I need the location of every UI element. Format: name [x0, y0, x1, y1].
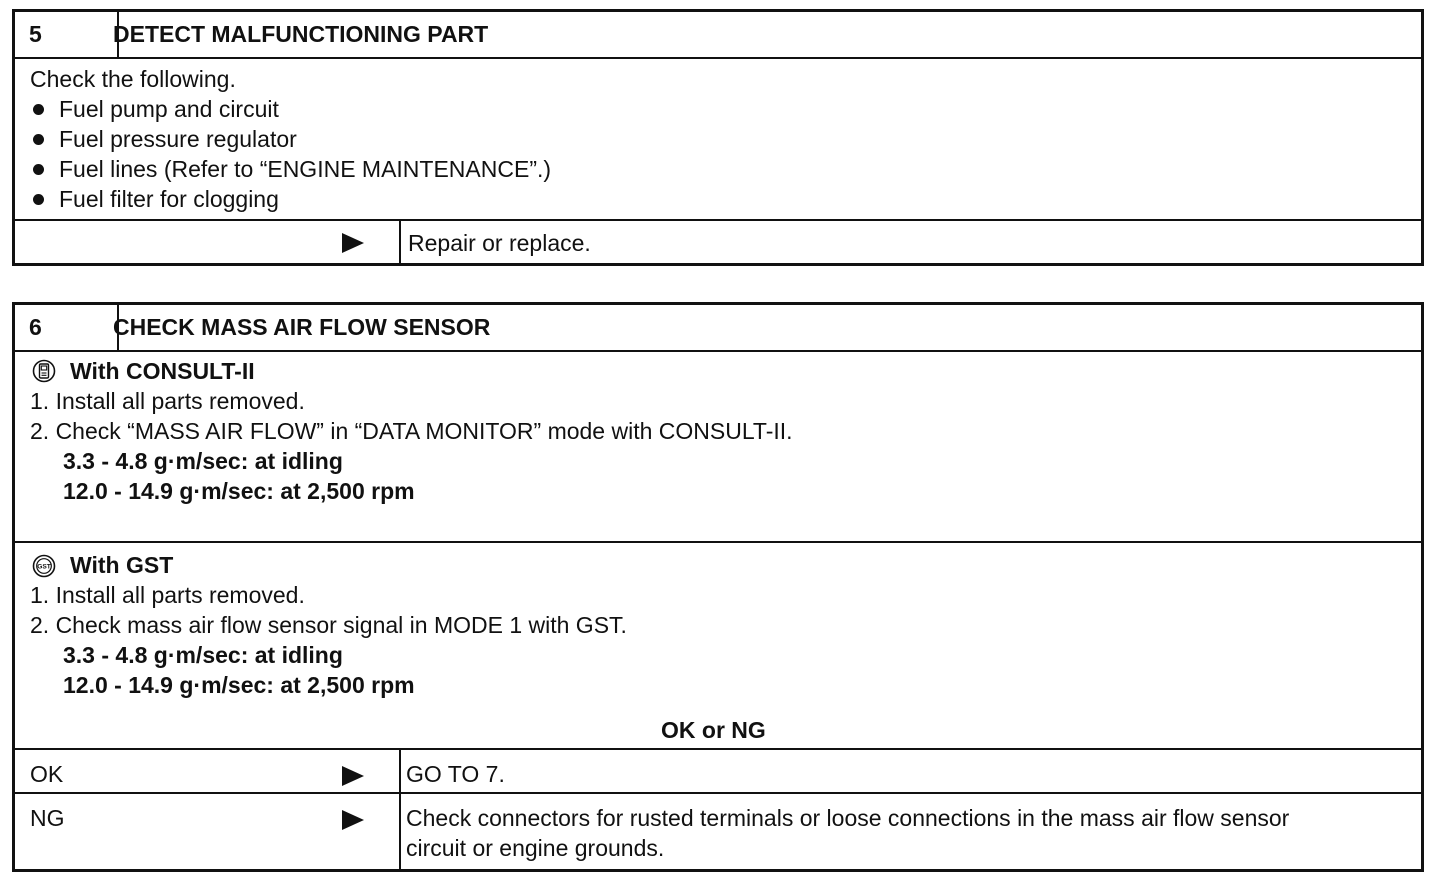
ng-result: circuit or engine grounds.	[406, 835, 665, 861]
check-intro: Check the following.	[30, 66, 236, 92]
ng-label: NG	[30, 805, 65, 831]
bullet-icon	[33, 104, 44, 115]
step-number: 6	[15, 305, 119, 350]
bullet-icon	[33, 194, 44, 205]
divider	[399, 749, 401, 869]
step-5-header	[15, 12, 1421, 59]
consult-heading: With CONSULT-II	[70, 358, 255, 384]
divider	[15, 219, 1421, 221]
spec-value: 3.3 - 4.8 g·m/sec: at idling	[63, 448, 343, 474]
ok-label: OK	[30, 761, 64, 787]
consult-ii-icon	[32, 359, 56, 383]
divider	[15, 541, 1421, 543]
decision-label: OK or NG	[661, 717, 766, 743]
divider	[399, 220, 401, 263]
procedure-step: 1. Install all parts removed.	[30, 582, 305, 608]
spec-value: 12.0 - 14.9 g·m/sec: at 2,500 rpm	[63, 672, 415, 698]
procedure-step: 2. Check mass air flow sensor signal in MODE 1 with GST.	[30, 612, 627, 638]
step-5-box	[12, 9, 1424, 266]
check-item: Fuel lines (Refer to “ENGINE MAINTENANCE”.)	[59, 156, 552, 182]
arrow-right-icon	[342, 233, 364, 253]
divider	[15, 748, 1421, 750]
gst-heading: With GST	[70, 552, 174, 578]
bullet-icon	[33, 164, 44, 175]
spec-value: 3.3 - 4.8 g·m/sec: at idling	[63, 642, 343, 668]
result-text: Repair or replace.	[408, 230, 591, 256]
gst-icon	[32, 554, 56, 578]
ok-result: GO TO 7.	[406, 761, 505, 787]
ng-result: Check connectors for rusted terminals or loose connections in the mass air flow sensor	[406, 805, 1290, 831]
spec-value: 12.0 - 14.9 g·m/sec: at 2,500 rpm	[63, 478, 415, 504]
bullet-icon	[33, 134, 44, 145]
arrow-right-icon	[342, 766, 364, 786]
check-item: Fuel filter for clogging	[59, 186, 279, 212]
step-title: CHECK MASS AIR FLOW SENSOR	[113, 314, 491, 340]
procedure-step: 1. Install all parts removed.	[30, 388, 305, 414]
arrow-right-icon	[342, 810, 364, 830]
step-number: 5	[15, 12, 119, 57]
step-6-box	[12, 302, 1424, 872]
procedure-step: 2. Check “MASS AIR FLOW” in “DATA MONITOR” mode with CONSULT-II.	[30, 418, 793, 444]
check-item: Fuel pressure regulator	[59, 126, 297, 152]
check-item: Fuel pump and circuit	[59, 96, 279, 122]
divider	[15, 792, 1421, 794]
svg-text:GST: GST	[37, 563, 51, 571]
step-title: DETECT MALFUNCTIONING PART	[113, 21, 489, 47]
step-6-header	[15, 305, 1421, 352]
